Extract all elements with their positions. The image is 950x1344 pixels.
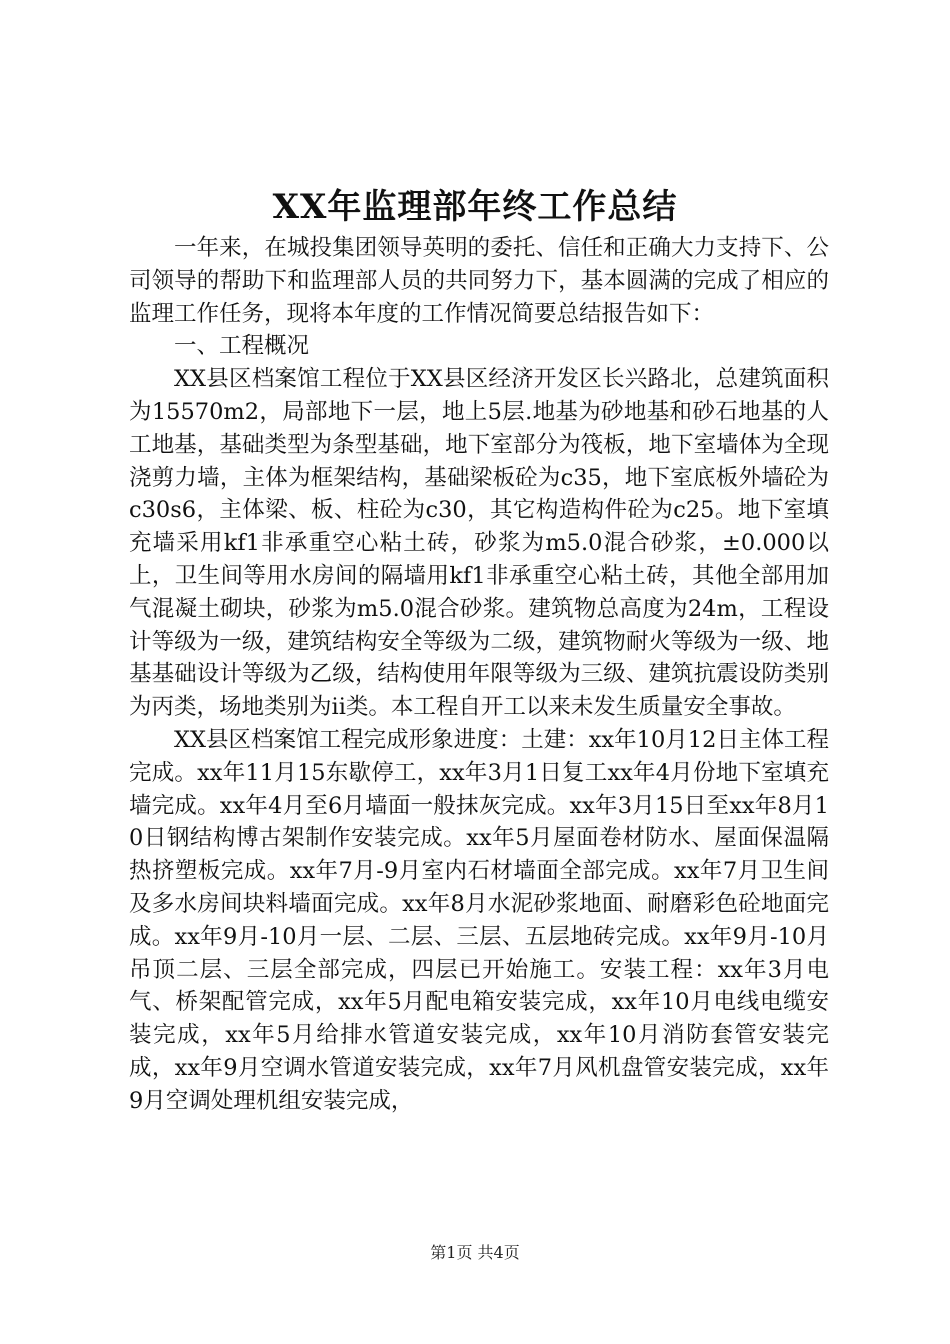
intro-paragraph: 一年来，在城投集团领导英明的委托、信任和正确大力支持下、公司领导的帮助下和监理部人员的共同努力下，基本圆满的完成了相应的监理工作任务，现将本年度的工作情况简要总结报告如下： [129,235,829,327]
page-number-footer: 第1页 共4页 [430,1243,520,1262]
progress-paragraph: XX县区档案馆工程完成形象进度：土建：xx年10月12日主体工程完成。xx年11月15东歇停工，xx年3月1日复工xx年4月份地下室填充墙完成。xx年4月至6月墙面一般抹灰完成。xx年3月15日至xx年8月10日钢结构博古架制作安装完成。xx年5月屋面卷材防水、屋面保温隔热挤塑板完成。xx年7月-9月室内石材墙面全部完成。xx年7月卫生间及多水房间块料墙面完成。xx年8月水泥砂浆地面、耐磨彩色砼地面完成。xx年9月-10月一层、二层、三层、五层地砖完成。xx年9月-10月吊顶二层、三层全部完成，四层已开始施工。安装工程：xx年3月电气、桥架配管完成，xx年5月配电箱安装完成，xx年10月电线电缆安装完成，xx年5月给排水管道安装完成，xx年10月消防套管安装完成，xx年9月空调水管道安装完成，xx年7月风机盘管安装完成，xx年9月空调处理机组安装完成， [129,726,829,1114]
section-heading-project-overview: 一、工程概况 [174,333,310,360]
project-overview-paragraph: XX县区档案馆工程位于XX县区经济开发区长兴路北，总建筑面积为15570m2，局部地下一层，地上5层.地基为砂地基和砂石地基的人工地基，基础类型为条型基础，地下室部分为筏板，地下室墙体为全现浇剪力墙，主体为框架结构，基础梁板砼为c35，地下室底板外墙砼为c30s6，主体梁、板、柱砼为c30，其它构造构件砼为c25。地下室填充墙采用kf1非承重空心粘土砖，砂浆为m5.0混合砂浆，±0.000以上，卫生间等用水房间的隔墙用kf1非承重空心粘土砖，其他全部用加气混凝土砌块，砂浆为m5.0混合砂浆。建筑物总高度为24m，工程设计等级为一级，建筑结构安全等级为二级，建筑物耐火等级为一级、地基基础设计等级为乙级，结构使用年限等级为三级、建筑抗震设防类别为丙类，场地类别为ii类。本工程自开工以来未发生质量安全事故。 [129,366,829,721]
document-title: XX年监理部年终工作总结 [272,187,678,227]
document-body [129,232,829,1118]
